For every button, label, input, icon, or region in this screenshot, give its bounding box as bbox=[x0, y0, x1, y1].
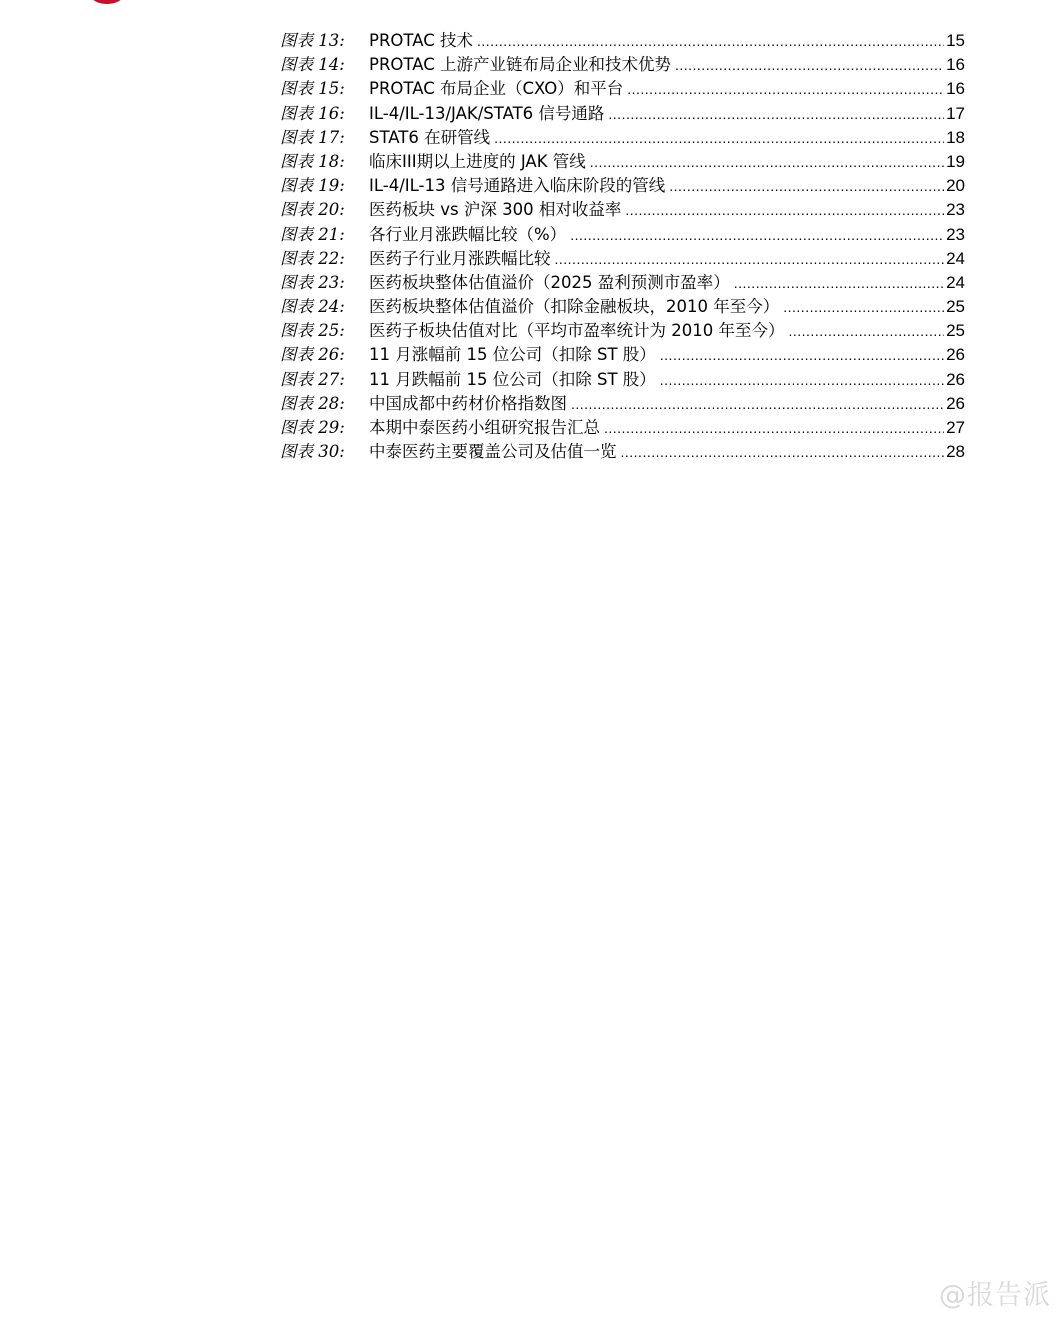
toc-entry-label: 图表 29: bbox=[280, 418, 345, 437]
toc-entry-page-number: 26 bbox=[946, 393, 965, 413]
toc-entry[interactable] bbox=[280, 343, 965, 367]
toc-entry-label: 图表 14: bbox=[280, 55, 345, 75]
toc-entry-page-number: 18 bbox=[946, 127, 965, 147]
toc-entry-title: 医药板块 vs 沪深 300 相对收益率 bbox=[369, 200, 622, 220]
toc-entry-title: IL-4/IL-13/JAK/STAT6 信号通路 bbox=[369, 103, 605, 123]
toc-dot-leader bbox=[675, 53, 944, 77]
toc-entry-title: 本期中泰医药小组研究报告汇总 bbox=[369, 418, 600, 437]
toc-entry-page-number: 16 bbox=[946, 55, 965, 75]
toc-entry-title: 医药子行业月涨跌幅比较 bbox=[369, 248, 551, 268]
toc-entry-page-number: 20 bbox=[946, 176, 965, 196]
toc-entry-label: 图表 17: bbox=[280, 127, 345, 147]
toc-entry[interactable] bbox=[280, 29, 965, 53]
toc-entry-title: 中泰医药主要覆盖公司及估值一览 bbox=[369, 442, 617, 462]
toc-dot-leader bbox=[571, 392, 944, 416]
toc-entry-page-number: 25 bbox=[946, 321, 965, 341]
toc-entry-label: 图表 24: bbox=[280, 297, 345, 317]
toc-dot-leader bbox=[660, 343, 944, 367]
toc-entry[interactable] bbox=[280, 295, 965, 319]
toc-entry-page-number: 16 bbox=[946, 79, 965, 99]
toc-entry-page-number: 24 bbox=[946, 248, 965, 268]
toc-entry-page-number: 28 bbox=[946, 442, 965, 462]
toc-entry-label: 图表 18: bbox=[280, 151, 345, 171]
toc-dot-leader bbox=[788, 319, 944, 343]
toc-entry-page-number: 25 bbox=[946, 297, 965, 317]
toc-entry-title: 中国成都中药材价格指数图 bbox=[369, 393, 567, 413]
toc-entry[interactable] bbox=[280, 392, 965, 416]
toc-dot-leader bbox=[669, 174, 944, 198]
toc-entry-title: 11 月跌幅前 15 位公司（扣除 ST 股） bbox=[369, 369, 656, 389]
toc-entry-page-number: 24 bbox=[946, 272, 965, 292]
toc-entry-label: 图表 21: bbox=[280, 224, 345, 244]
toc-entry[interactable] bbox=[280, 271, 965, 295]
toc-entry-page-number: 23 bbox=[946, 200, 965, 220]
company-logo-fragment bbox=[84, 0, 130, 4]
toc-dot-leader bbox=[590, 150, 944, 174]
toc-entry-page-number: 26 bbox=[946, 345, 965, 365]
toc-entry-label: 图表 20: bbox=[280, 200, 345, 220]
toc-entry-label: 图表 19: bbox=[280, 176, 345, 196]
toc-entry[interactable] bbox=[280, 77, 965, 101]
toc-entry-page-number: 27 bbox=[946, 418, 965, 437]
toc-entry-title: STAT6 在研管线 bbox=[369, 127, 491, 147]
toc-entry[interactable] bbox=[280, 102, 965, 126]
toc-dot-leader bbox=[660, 368, 944, 392]
toc-entry[interactable] bbox=[280, 247, 965, 271]
watermark: @报告派 bbox=[939, 1280, 1051, 1311]
toc-entry[interactable] bbox=[280, 440, 965, 464]
toc-entry-title: 医药板块整体估值溢价（2025 盈利预测市盈率） bbox=[369, 272, 730, 292]
toc-entry-title: PROTAC 上游产业链布局企业和技术优势 bbox=[369, 55, 671, 75]
toc-entry-label: 图表 15: bbox=[280, 79, 345, 99]
toc-entry-page-number: 23 bbox=[946, 224, 965, 244]
toc-entry-label: 图表 22: bbox=[280, 248, 345, 268]
toc-dot-leader bbox=[570, 223, 944, 247]
toc-entry-label: 图表 27: bbox=[280, 369, 345, 389]
toc-entry[interactable] bbox=[280, 416, 965, 440]
toc-dot-leader bbox=[555, 247, 945, 271]
toc-dot-leader bbox=[494, 126, 944, 150]
toc-entry[interactable] bbox=[280, 223, 965, 247]
toc-entry-title: 医药板块整体估值溢价（扣除金融板块，2010 年至今） bbox=[369, 297, 780, 317]
toc-entry-label: 图表 13: bbox=[280, 31, 345, 50]
toc-entry-title: PROTAC 技术 bbox=[369, 31, 473, 50]
toc-entry[interactable] bbox=[280, 150, 965, 174]
toc-entry-label: 图表 28: bbox=[280, 393, 345, 413]
toc-entry-page-number: 19 bbox=[946, 151, 965, 171]
toc-dot-leader bbox=[625, 198, 944, 222]
toc-entry-page-number: 26 bbox=[946, 369, 965, 389]
toc-entry[interactable] bbox=[280, 174, 965, 198]
toc-entry-title: PROTAC 布局企业（CXO）和平台 bbox=[369, 79, 624, 99]
toc-dot-leader bbox=[621, 440, 945, 464]
toc-entry[interactable] bbox=[280, 53, 965, 77]
toc-entry-label: 图表 30: bbox=[280, 442, 345, 462]
toc-entry-title: IL-4/IL-13 信号通路进入临床阶段的管线 bbox=[369, 176, 666, 196]
toc-entry[interactable] bbox=[280, 319, 965, 343]
toc-entry-title: 各行业月涨跌幅比较（%） bbox=[369, 224, 567, 244]
toc-entry-label: 图表 26: bbox=[280, 345, 345, 365]
toc-entry[interactable] bbox=[280, 368, 965, 392]
toc-entry[interactable] bbox=[280, 126, 965, 150]
toc-entry-page-number: 17 bbox=[946, 103, 965, 123]
toc-entry-label: 图表 23: bbox=[280, 272, 345, 292]
toc-dot-leader bbox=[627, 77, 944, 101]
toc-entry-label: 图表 25: bbox=[280, 321, 345, 341]
toc-entry-label: 图表 16: bbox=[280, 103, 345, 123]
figure-table-of-contents bbox=[280, 29, 965, 464]
toc-entry[interactable] bbox=[280, 198, 965, 222]
toc-entry-page-number: 15 bbox=[946, 31, 965, 50]
toc-dot-leader bbox=[477, 29, 944, 53]
toc-dot-leader bbox=[604, 416, 944, 440]
toc-entry-title: 医药子板块估值对比（平均市盈率统计为 2010 年至今） bbox=[369, 321, 785, 341]
toc-dot-leader bbox=[734, 271, 944, 295]
toc-dot-leader bbox=[783, 295, 944, 319]
toc-dot-leader bbox=[608, 102, 944, 126]
toc-entry-title: 临床III期以上进度的 JAK 管线 bbox=[369, 151, 586, 171]
toc-entry-title: 11 月涨幅前 15 位公司（扣除 ST 股） bbox=[369, 345, 656, 365]
